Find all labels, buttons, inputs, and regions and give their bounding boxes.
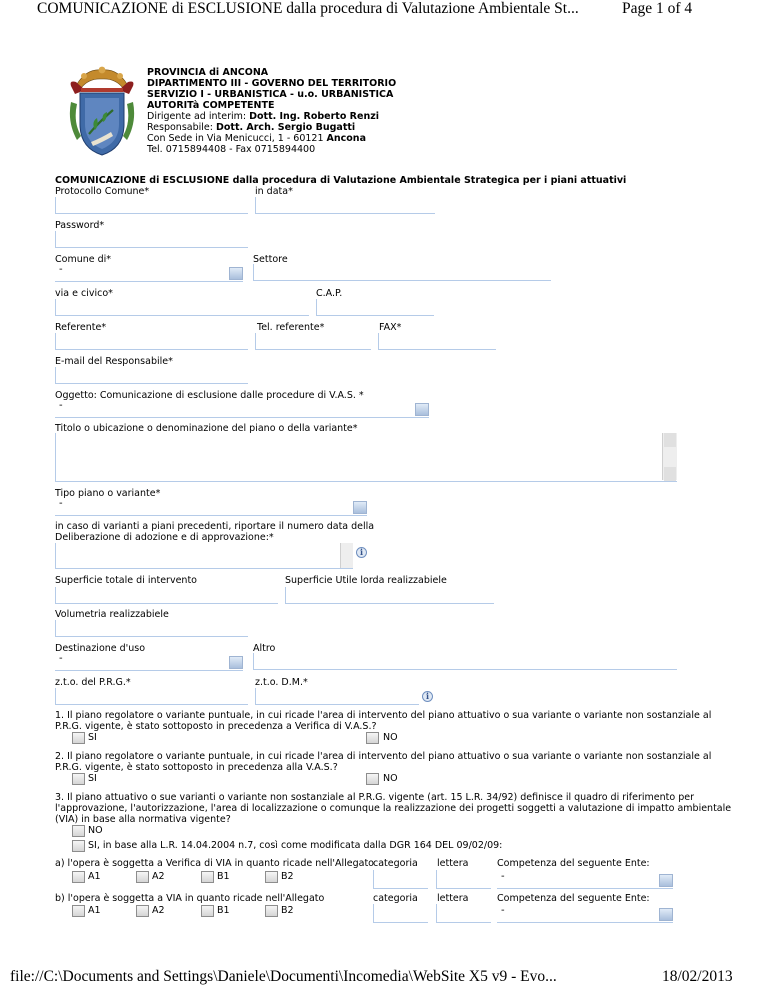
province-coat-of-arms-logo bbox=[67, 62, 137, 160]
q2-no-label: NO bbox=[383, 773, 398, 784]
row-a-lettera-label: lettera bbox=[437, 858, 469, 869]
row-b-b2-label: B2 bbox=[281, 905, 294, 916]
superficie-totale-field[interactable] bbox=[55, 587, 278, 604]
q3-line-3: (VIA) in base alla normativa vigente? bbox=[55, 814, 231, 825]
row-b-categoria-field[interactable] bbox=[373, 904, 428, 923]
org-line-1: PROVINCIA di ANCONA bbox=[147, 67, 269, 78]
print-footer-path: file://C:\Documents and Settings\Daniele\Documenti\Incomedia\WebSite X5 v9 - Evo... bbox=[10, 968, 557, 985]
row-b-a2-label: A2 bbox=[152, 905, 165, 916]
q1-no-label: NO bbox=[383, 732, 398, 743]
row-a-categoria-field[interactable] bbox=[373, 870, 428, 889]
row-b-a1-label: A1 bbox=[88, 905, 101, 916]
row-b-competenza-dropdown-arrow-icon[interactable] bbox=[659, 908, 673, 921]
destinazione-label: Destinazione d'uso bbox=[55, 643, 146, 654]
zto-prg-label: z.t.o. del P.R.G.* bbox=[55, 677, 131, 688]
q1-si-checkbox[interactable] bbox=[72, 732, 85, 744]
protocollo-label: Protocollo Comune* bbox=[55, 186, 150, 197]
q1-no-checkbox[interactable] bbox=[366, 732, 379, 744]
q2-si-label: SI bbox=[88, 773, 97, 784]
superficie-utile-field[interactable] bbox=[285, 587, 494, 604]
varianti-info-icon[interactable]: i bbox=[356, 547, 367, 558]
row-b-categoria-label: categoria bbox=[373, 893, 418, 904]
row-b-competenza-value: - bbox=[501, 905, 505, 916]
varianti-label-line-2: Deliberazione di adozione e di approvazione:* bbox=[55, 532, 274, 543]
row-a-a1-label: A1 bbox=[88, 871, 101, 882]
via-field[interactable] bbox=[55, 299, 309, 316]
destinazione-select-value: - bbox=[59, 653, 63, 664]
varianti-textarea[interactable] bbox=[55, 543, 353, 569]
org-tel-fax: Tel. 0715894408 - Fax 0715894400 bbox=[147, 144, 316, 155]
referente-label: Referente* bbox=[55, 322, 107, 333]
row-a-b1-checkbox[interactable] bbox=[201, 871, 214, 883]
password-label: Password* bbox=[55, 220, 105, 231]
q2-si-checkbox[interactable] bbox=[72, 773, 85, 785]
q2-line-1: 2. Il piano regolatore o variante puntuale, in cui ricade l'area di intervento del piano attuativo o sua variante o variante non sostanziale al bbox=[55, 751, 712, 762]
row-b-b1-checkbox[interactable] bbox=[201, 905, 214, 917]
q1-line-1: 1. Il piano regolatore o variante puntuale, in cui ricade l'area di intervento del piano attuativo o sua variante o variante non sostanziale al bbox=[55, 710, 712, 721]
org-line-2: DIPARTIMENTO III - GOVERNO DEL TERRITORIO bbox=[147, 78, 397, 89]
destinazione-dropdown-arrow-icon[interactable] bbox=[229, 656, 243, 669]
oggetto-label: Oggetto: Comunicazione di esclusione dalle procedure di V.A.S. * bbox=[55, 390, 364, 401]
q3-no-checkbox[interactable] bbox=[72, 825, 85, 837]
comune-dropdown-arrow-icon[interactable] bbox=[229, 267, 243, 280]
row-a-competenza-dropdown-arrow-icon[interactable] bbox=[659, 874, 673, 887]
row-a-competenza-select[interactable] bbox=[497, 872, 673, 889]
row-a-competenza-label: Competenza del seguente Ente: bbox=[497, 858, 650, 869]
q3-line-2: l'approvazione, l'autorizzazione, l'area di localizzazione o comunque la realizzazione dei progetti soggetti a valutazione di impatto ambientale bbox=[55, 803, 732, 814]
row-a-a2-label: A2 bbox=[152, 871, 165, 882]
zto-prg-field[interactable] bbox=[55, 688, 248, 705]
tipo-label: Tipo piano o variante* bbox=[55, 488, 161, 499]
q3-si-checkbox[interactable] bbox=[72, 840, 85, 852]
fax-field[interactable] bbox=[378, 333, 496, 350]
row-a-competenza-value: - bbox=[501, 871, 505, 882]
q1-line-2: P.R.G. vigente, è stato sottoposto in precedenza a Verifica di V.A.S.? bbox=[55, 721, 377, 732]
row-b-a2-checkbox[interactable] bbox=[136, 905, 149, 917]
email-field[interactable] bbox=[55, 367, 248, 384]
org-sede: Con Sede in Via Menicucci, 1 - 60121 Ancona bbox=[147, 133, 366, 144]
row-b-b2-checkbox[interactable] bbox=[265, 905, 278, 917]
q2-no-checkbox[interactable] bbox=[366, 773, 379, 785]
altro-label: Altro bbox=[253, 643, 276, 654]
org-responsabile: Responsabile: Dott. Arch. Sergio Bugatti bbox=[147, 122, 356, 133]
row-a-a2-checkbox[interactable] bbox=[136, 871, 149, 883]
row-a-label: a) l'opera è soggetta a Verifica di VIA in quanto ricade nell'Allegato bbox=[55, 858, 374, 869]
destinazione-select[interactable] bbox=[55, 654, 243, 671]
tel-referente-label: Tel. referente* bbox=[257, 322, 325, 333]
titolo-textarea[interactable] bbox=[55, 433, 677, 482]
row-b-a1-checkbox[interactable] bbox=[72, 905, 85, 917]
row-a-lettera-field[interactable] bbox=[436, 870, 491, 889]
org-line-3: SERVIZIO I - URBANISTICA - u.o. URBANISTICA bbox=[147, 89, 394, 100]
q2-line-2: P.R.G. vigente, è stato sottoposto in precedenza alla V.A.S.? bbox=[55, 762, 338, 773]
zto-dm-info-icon[interactable]: i bbox=[422, 691, 433, 702]
varianti-label-line-1: in caso di varianti a piani precedenti, riportare il numero data della bbox=[55, 521, 375, 532]
comune-select[interactable] bbox=[55, 265, 243, 282]
row-a-b2-checkbox[interactable] bbox=[265, 871, 278, 883]
superficie-totale-label: Superficie totale di intervento bbox=[55, 575, 197, 586]
tipo-select-value: - bbox=[59, 498, 63, 509]
varianti-scrollbar[interactable] bbox=[340, 543, 353, 568]
row-a-categoria-label: categoria bbox=[373, 858, 418, 869]
oggetto-select-value: - bbox=[59, 400, 63, 411]
fax-label: FAX* bbox=[379, 322, 402, 333]
altro-field[interactable] bbox=[253, 653, 677, 670]
q3-si-label: SI, in base alla L.R. 14.04.2004 n.7, così come modificata dalla DGR 164 DEL 09/02/09: bbox=[88, 840, 503, 851]
zto-dm-label: z.t.o. D.M.* bbox=[255, 677, 308, 688]
tel-referente-field[interactable] bbox=[255, 333, 371, 350]
scroll-down-arrow-icon[interactable] bbox=[664, 467, 676, 481]
oggetto-select[interactable] bbox=[55, 401, 429, 418]
row-a-b2-label: B2 bbox=[281, 871, 294, 882]
password-field[interactable] bbox=[55, 231, 248, 248]
print-header-title: COMUNICAZIONE di ESCLUSIONE dalla procedura di Valutazione Ambientale St... bbox=[37, 0, 579, 17]
cap-label: C.A.P. bbox=[316, 288, 343, 299]
scroll-up-arrow-icon[interactable] bbox=[664, 433, 676, 447]
volumetria-field[interactable] bbox=[55, 620, 248, 637]
tipo-select[interactable] bbox=[55, 499, 367, 516]
q3-line-1: 3. Il piano attuativo o sue varianti o variante non sostanziale al P.R.G. vigente (art. 15 L.R. 34/92) definisce il quadro di riferimento per bbox=[55, 792, 694, 803]
print-footer-date: 18/02/2013 bbox=[662, 968, 733, 985]
org-line-4: AUTORITà COMPETENTE bbox=[147, 100, 275, 111]
protocollo-field[interactable] bbox=[55, 197, 248, 214]
print-header-page: Page 1 of 4 bbox=[622, 0, 693, 17]
settore-field[interactable] bbox=[253, 264, 551, 281]
settore-label: Settore bbox=[253, 254, 288, 265]
titolo-label: Titolo o ubicazione o denominazione del piano o della variante* bbox=[55, 423, 358, 434]
zto-dm-field[interactable] bbox=[255, 688, 419, 705]
row-b-competenza-select[interactable] bbox=[497, 906, 673, 923]
org-dirigente: Dirigente ad interim: Dott. Ing. Roberto Renzi bbox=[147, 111, 379, 122]
volumetria-label: Volumetria realizzabiele bbox=[55, 609, 169, 620]
email-label: E-mail del Responsabile* bbox=[55, 356, 173, 367]
row-b-competenza-label: Competenza del seguente Ente: bbox=[497, 893, 650, 904]
row-b-label: b) l'opera è soggetta a VIA in quanto ricade nell'Allegato bbox=[55, 893, 325, 904]
row-b-lettera-field[interactable] bbox=[436, 904, 491, 923]
superficie-utile-label: Superficie Utile lorda realizzabiele bbox=[285, 575, 447, 586]
cap-field[interactable] bbox=[316, 299, 434, 316]
row-b-b1-label: B1 bbox=[217, 905, 230, 916]
in-data-field[interactable] bbox=[255, 197, 435, 214]
oggetto-dropdown-arrow-icon[interactable] bbox=[415, 403, 429, 416]
row-b-lettera-label: lettera bbox=[437, 893, 469, 904]
q3-no-label: NO bbox=[88, 825, 103, 836]
q1-si-label: SI bbox=[88, 732, 97, 743]
referente-field[interactable] bbox=[55, 333, 248, 350]
form-title: COMUNICAZIONE di ESCLUSIONE dalla procedura di Valutazione Ambientale Strategica per i piani attuativi bbox=[55, 175, 627, 186]
in-data-label: in data* bbox=[255, 186, 293, 197]
via-label: via e civico* bbox=[55, 288, 113, 299]
row-a-a1-checkbox[interactable] bbox=[72, 871, 85, 883]
comune-select-value: - bbox=[59, 264, 63, 275]
row-a-b1-label: B1 bbox=[217, 871, 230, 882]
comune-label: Comune di* bbox=[55, 254, 112, 265]
tipo-dropdown-arrow-icon[interactable] bbox=[353, 501, 367, 514]
